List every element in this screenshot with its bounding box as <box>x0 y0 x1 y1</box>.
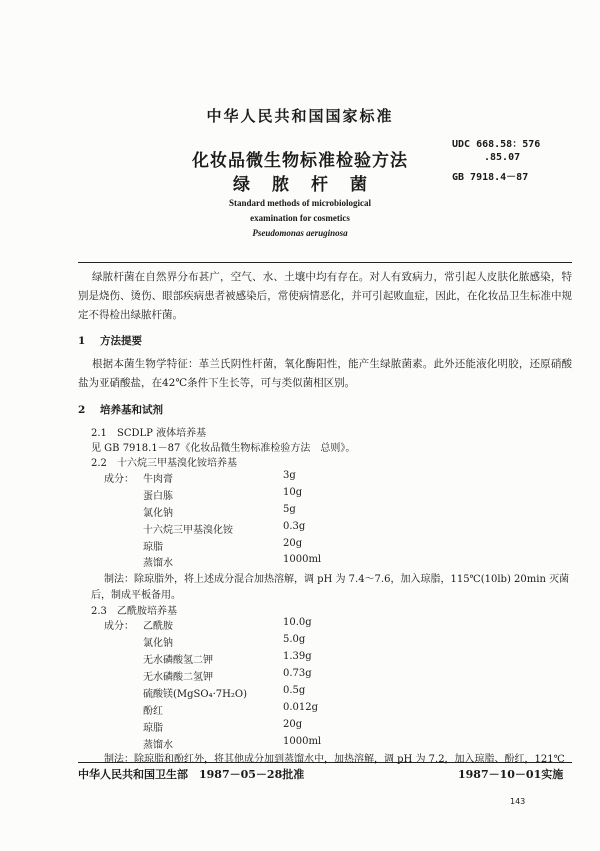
section-1-number: 1 <box>78 335 86 347</box>
document-title: 化妆品微生物标准检验方法 <box>192 151 408 171</box>
english-title-line-1: Standard methods of microbiological <box>228 198 372 208</box>
ingredient-name: 氯化钠 <box>143 638 173 649</box>
section-2-heading <box>78 402 163 417</box>
ingredient-name: 十六烷三甲基溴化铵 <box>143 525 233 536</box>
approval-date: 中华人民共和国卫生部 1987－05－28批准 <box>78 768 305 781</box>
ingredient-quantity: 1.39g <box>283 651 312 662</box>
english-title-line-2: examination for cosmetics <box>250 213 350 223</box>
ingredient-quantity: 5.0g <box>283 634 306 645</box>
preparation-2-3-line-1: 制法：除琼脂和酚红外，将其他成分加到蒸馏水中，加热溶解，调 pH 为 7.2，加入琼脂、酚红，121℃ <box>104 754 565 765</box>
document-subtitle: 绿脓杆菌 <box>233 175 389 195</box>
page-number: 143 <box>510 797 526 806</box>
ingredient-quantity: 1000ml <box>283 554 322 565</box>
ingredient-name: 氯化钠 <box>143 508 173 519</box>
section-1-heading <box>78 333 142 348</box>
section-2-number: 2 <box>78 404 86 416</box>
ingredient-quantity: 0.3g <box>283 521 306 532</box>
subsection-2-2-number: 2.2 <box>91 458 107 469</box>
ingredient-name: 蒸馏水 <box>143 558 173 569</box>
ingredient-name: 无水磷酸二氢钾 <box>143 672 213 683</box>
ingredient-quantity: 10g <box>283 487 303 498</box>
udc-line-1: UDC 668.58：576 <box>452 139 541 150</box>
subsection-2-1-number: 2.1 <box>91 428 107 439</box>
ingredient-quantity: 10.0g <box>283 617 312 628</box>
subsection-2-1-reference: 见 GB 7918.1－87《化妆品微生物标准检验方法 总则》。 <box>91 443 356 454</box>
gb-number: GB 7918.4－87 <box>452 172 529 183</box>
ingredient-name: 乙酰胺 <box>143 621 173 632</box>
ingredient-quantity: 0.012g <box>283 702 319 713</box>
preparation-2-2-line-1: 制法：除琼脂外，将上述成分混合加热溶解，调 pH 为 7.4～7.6，加入琼脂，115℃(10lb) 20min 灭菌 <box>104 574 570 585</box>
effective-date: 1987－10－01实施 <box>458 768 564 781</box>
ingredient-quantity: 0.5g <box>283 685 306 696</box>
ingredient-name: 无水磷酸氢二钾 <box>143 655 213 666</box>
ingredient-quantity: 3g <box>283 470 296 481</box>
subsection-2-2 <box>91 454 237 469</box>
ingredient-name: 琼脂 <box>143 542 163 553</box>
english-title-line-3: Pseudomonas aeruginosa <box>252 228 348 238</box>
subsection-2-3-number: 2.3 <box>91 606 107 617</box>
ingredient-name: 硫酸镁(MgSO₄·7H₂O) <box>143 689 247 700</box>
ingredient-quantity: 0.73g <box>283 668 312 679</box>
intro-paragraph: 绿脓杆菌在自然界分布甚广，空气、水、土壤中均有存在。对人有致病力，常引起人皮肤化脓感染，特别是烧伤、烫伤、眼部疾病患者被感染后，常使病情恶化，并可引起败血症，因此，在化妆品卫生标准中规定不得检出绿脓杆菌。 <box>78 271 572 321</box>
section-1-paragraph: 根据本菌生物学特征：革兰氏阴性杆菌，氧化酶阳性，能产生绿脓菌素。此外还能液化明胶，还原硝酸盐为亚硝酸盐，在42℃条件下生长等，可与类似菌相区别。 <box>78 358 572 389</box>
ingredients-label-2-3: 成分： <box>104 621 134 632</box>
footer-divider <box>78 762 572 763</box>
subsection-2-3 <box>91 602 177 617</box>
ingredient-name: 琼脂 <box>143 723 163 734</box>
subsection-2-3-title: 乙酰胺培养基 <box>117 606 177 617</box>
preparation-2-2-line-2: 后，制成平板备用。 <box>91 590 181 601</box>
ingredient-name: 蛋白胨 <box>143 491 173 502</box>
udc-line-2: .85.07 <box>484 152 521 163</box>
ingredient-quantity: 5g <box>283 504 296 515</box>
ingredients-label-2-2: 成分： <box>104 474 134 485</box>
subsection-2-2-title: 十六烷三甲基溴化铵培养基 <box>117 458 237 469</box>
subsection-2-1-title: SCDLP 液体培养基 <box>117 428 207 439</box>
standard-authority: 中华人民共和国国家标准 <box>206 107 394 125</box>
ingredient-quantity: 20g <box>283 719 303 730</box>
header-divider <box>78 262 572 263</box>
section-2-title: 培养基和试剂 <box>100 404 163 416</box>
ingredient-name: 牛肉膏 <box>143 474 173 485</box>
ingredient-name: 蒸馏水 <box>143 740 173 751</box>
section-1-title: 方法提要 <box>100 335 142 347</box>
ingredient-quantity: 20g <box>283 538 303 549</box>
subsection-2-1 <box>91 424 206 439</box>
ingredient-quantity: 1000ml <box>283 736 322 747</box>
udc-code <box>452 138 540 164</box>
ingredient-name: 酚红 <box>143 706 163 717</box>
